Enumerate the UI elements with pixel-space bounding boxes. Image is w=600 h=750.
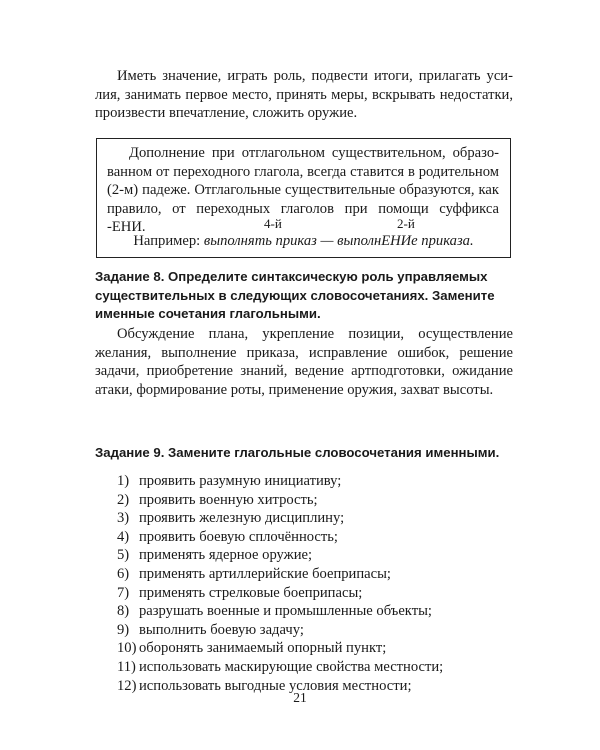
list-item: [117, 472, 443, 491]
list-item-text: проявить железную дисциплину;: [139, 510, 345, 527]
list-item: [117, 565, 443, 584]
page-number: 21: [293, 690, 307, 705]
case-note-2: 2-й: [397, 216, 415, 231]
list-item: [117, 639, 443, 658]
task-8-heading: Задание 8. Определите синтаксическую роль управляемых существительных в следующих словосочетаниях. Замените именные сочетания глагольными.: [95, 269, 495, 321]
list-item-text: проявить боевую сплочённость;: [139, 528, 338, 545]
list-item-text: оборонять занимаемый опорный пункт;: [139, 640, 387, 657]
list-item-number: 4): [117, 528, 130, 545]
list-item-text: применять артиллерийские боеприпасы;: [139, 565, 391, 582]
list-item-text: проявить военную хитрость;: [139, 491, 318, 508]
list-item-number: 9): [117, 621, 130, 638]
list-item-text: применять стрелковые боеприпасы;: [139, 584, 363, 601]
list-item-number: 12): [117, 677, 137, 694]
list-item-number: 2): [117, 491, 130, 508]
rule-example: [97, 233, 510, 250]
list-item-text: разрушать военные и промышленные объекты;: [139, 603, 432, 620]
task-8-text: Обсуждение плана, укрепление позиции, осуществление желания, выполнение приказа, исправление ошибок, решение задачи, приобретение знаний, ведение артподготовки, ожидание атаки, формирование роты, применение оружия, захват высоты.: [95, 326, 513, 398]
list-item: [117, 602, 443, 621]
list-item-number: 6): [117, 565, 130, 582]
list-item: [117, 491, 443, 510]
list-item: [117, 528, 443, 547]
example-label: Например:: [133, 233, 201, 249]
list-item-number: 8): [117, 603, 130, 620]
list-item-text: применять ядерное оружие;: [139, 547, 313, 564]
list-item-number: 3): [117, 510, 130, 527]
list-item-text: проявить разумную инициативу;: [139, 473, 342, 489]
list-item-text: использовать выгодные условия местности;: [139, 677, 412, 694]
list-item: [117, 621, 443, 640]
list-item-number: 1): [117, 473, 130, 489]
rule-text: Дополнение при отглагольном существительном, образованном от переходного глагола, всегда ставится в родительном (2-м) падеже. Отглагольные существительные образуются, как правило, от переходных глаголов при помощи суффикса -ЕНИ.: [107, 145, 499, 235]
list-item-text: использовать маскирующие свойства местности;: [139, 658, 444, 675]
list-item: [117, 546, 443, 565]
list-item: [117, 584, 443, 603]
list-item-number: 5): [117, 547, 130, 564]
list-item-number: 11): [117, 658, 136, 675]
case-note-4: 4-й: [264, 216, 282, 231]
list-item: [117, 509, 443, 528]
list-item-number: 7): [117, 584, 130, 601]
list-item-text: выполнить боевую задачу;: [139, 621, 304, 638]
task-9-heading: Задание 9. Замените глагольные словосочетания именными.: [95, 445, 500, 460]
rule-box: [96, 138, 511, 258]
example-text: выполнять приказ — выполнЕНИе приказа.: [203, 233, 474, 249]
list-item: [117, 658, 443, 677]
intro-paragraph: Иметь значение, играть роль, подвести итоги, прилагать усилия, занимать первое место, принять меры, вскрывать недостатки, произвести впечатление, сложить оружие.: [95, 68, 513, 121]
list-item-number: 10): [117, 640, 137, 657]
task-9-list: [117, 472, 443, 695]
